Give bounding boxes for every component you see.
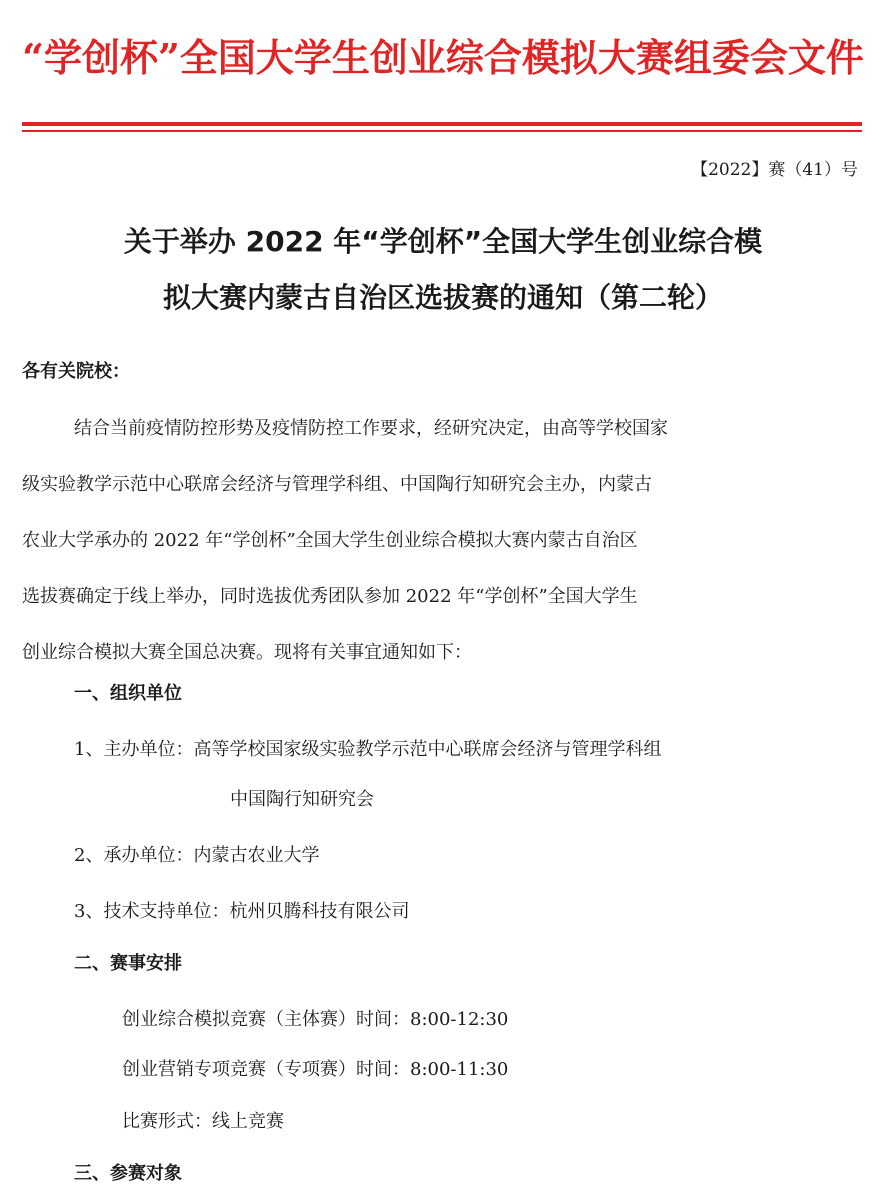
host-unit-row-2 xyxy=(230,772,374,828)
intro-line-4: 选拔赛确定于线上举办，同时选拔优秀团队参加 2022 年“学创杯”全国大学生 xyxy=(22,586,638,607)
document-number: 【2022】赛（41）号 xyxy=(691,160,858,180)
tech-support-row: 3、技术支持单位：杭州贝腾科技有限公司 xyxy=(74,901,410,922)
org-document-header: “学创杯”全国大学生创业综合模拟大赛组委会文件 xyxy=(22,35,864,80)
host-unit-row xyxy=(74,722,661,778)
intro-line-2: 级实验教学示范中心联席会经济与管理学科组、中国陶行知研究会主办，内蒙古 xyxy=(22,474,652,495)
host-unit-label: 1、主办单位： xyxy=(74,739,194,760)
notice-title-line-2: 拟大赛内蒙古自治区选拔赛的通知（第二轮） xyxy=(162,281,723,314)
intro-line-5: 创业综合模拟大赛全国总决赛。现将有关事宜通知如下： xyxy=(22,642,472,663)
intro-line-1: 结合当前疫情防控形势及疫情防控工作要求，经研究决定，由高等学校国家 xyxy=(74,418,668,439)
intro-line-3: 农业大学承办的 2022 年“学创杯”全国大学生创业综合模拟大赛内蒙古自治区 xyxy=(22,530,638,551)
section-2-heading: 二、赛事安排 xyxy=(74,953,182,974)
section-1-heading: 一、组织单位 xyxy=(74,683,182,704)
notice-title xyxy=(20,214,866,326)
salutation: 各有关院校： xyxy=(22,361,130,382)
special-contest-time: 创业营销专项竞赛（专项赛）时间：8:00-11:30 xyxy=(122,1059,509,1080)
intro-paragraph xyxy=(22,401,864,681)
contest-format: 比赛形式：线上竞赛 xyxy=(122,1111,284,1132)
header-divider-thin xyxy=(22,130,862,132)
notice-title-line-1: 关于举办 2022 年“学创杯”全国大学生创业综合模 xyxy=(123,225,763,258)
host-unit-value-1: 高等学校国家级实验教学示范中心联席会经济与管理学科组 xyxy=(193,739,662,760)
organizer-row: 2、承办单位：内蒙古农业大学 xyxy=(74,845,320,866)
header-divider-thick xyxy=(22,122,862,126)
section-3-heading: 三、参赛对象 xyxy=(74,1163,182,1184)
host-unit-value-2: 中国陶行知研究会 xyxy=(230,789,374,810)
main-contest-time: 创业综合模拟竞赛（主体赛）时间：8:00-12:30 xyxy=(122,1009,509,1030)
